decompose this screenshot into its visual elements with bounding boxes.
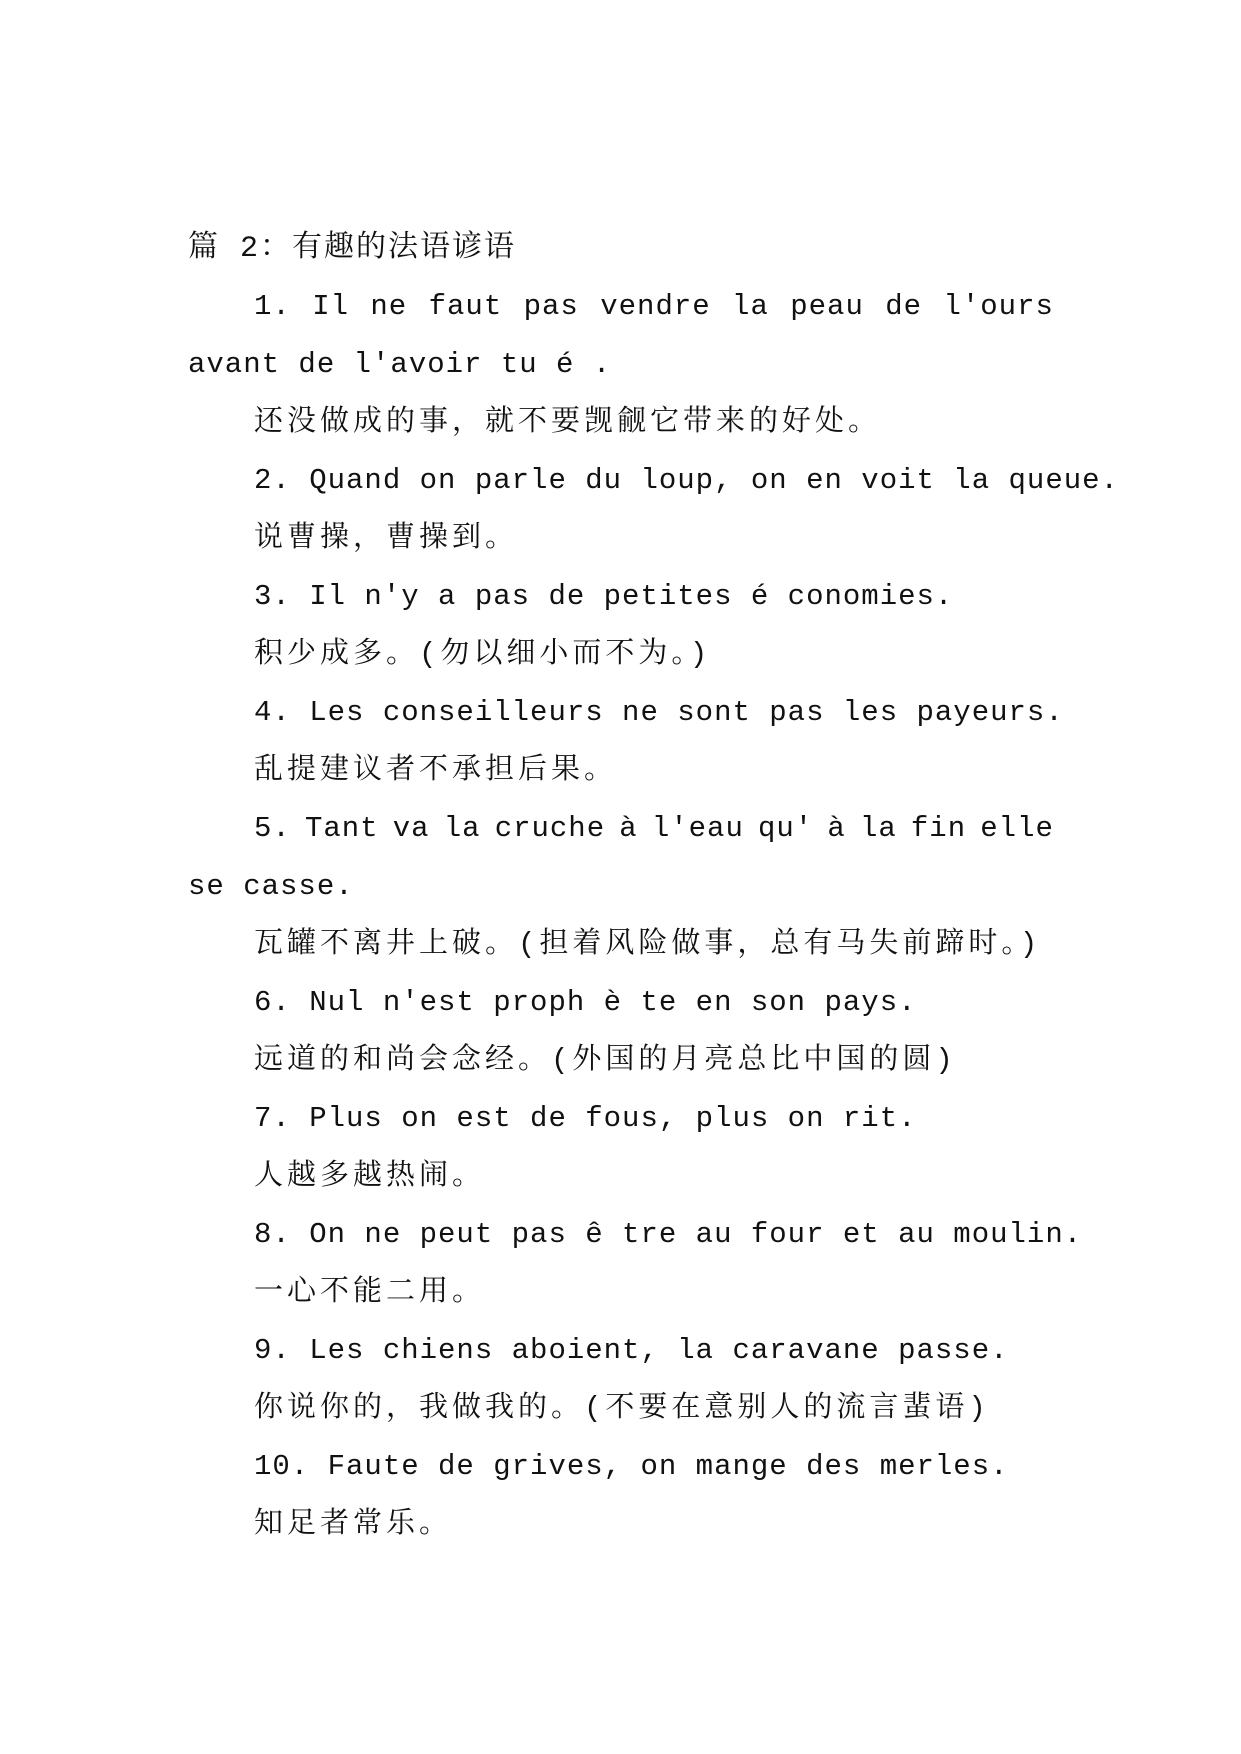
proverb-2-french: 2. Quand on parle du loup, on en voit la queue. [254, 464, 1119, 497]
word: vendre [600, 290, 711, 323]
word: cruche [494, 812, 606, 845]
word: à [827, 812, 846, 845]
word: la [859, 812, 897, 845]
word: à [619, 812, 638, 845]
proverb-5-chinese: 瓦罐不离井上破。(担着风险做事，总有马失前蹄时。) [254, 928, 1042, 961]
word: fin [910, 812, 967, 845]
word: la [443, 812, 481, 845]
proverb-4-chinese: 乱提建议者不承担后果。 [254, 754, 618, 787]
proverb-5-french-line-2: se casse. [188, 870, 354, 903]
proverb-1-french-line-1 [188, 278, 1054, 336]
word: Tant [304, 812, 379, 845]
proverb-3-chinese: 积少成多。(勿以细小而不为。) [254, 638, 712, 671]
proverb-9-french: 9. Les chiens aboient, la caravane passe. [254, 1334, 1009, 1367]
proverb-list [188, 278, 1119, 1554]
proverb-7-french: 7. Plus on est de fous, plus on rit. [254, 1102, 917, 1135]
proverb-1-chinese: 还没做成的事，就不要觊觎它带来的好处。 [254, 406, 882, 439]
word: l'ours [943, 290, 1054, 323]
word: l'eau [651, 812, 744, 845]
proverb-8-chinese: 一心不能二用。 [254, 1276, 486, 1309]
word: de [885, 290, 923, 323]
proverb-6-french: 6. Nul n'est proph è te en son pays. [254, 986, 917, 1019]
proverb-10-french: 10. Faute de grives, on mange des merles. [254, 1450, 1009, 1483]
word: faut [428, 290, 503, 323]
word: elle [980, 812, 1054, 845]
proverb-7-chinese: 人越多越热闹。 [254, 1160, 486, 1193]
page-title: 篇 2：有趣的法语谚语 [188, 232, 517, 266]
proverb-4-french: 4. Les conseilleurs ne sont pas les payeurs. [254, 696, 1064, 729]
word: pas [523, 290, 579, 323]
word: 5. [254, 812, 291, 845]
word: ne [370, 290, 408, 323]
proverb-6-chinese: 远道的和尚会念经。(外国的月亮总比中国的圆) [254, 1044, 957, 1077]
word: Il [312, 290, 350, 323]
word: qu' [758, 812, 814, 845]
proverb-5-french-line-1 [188, 800, 1054, 858]
word: la [732, 290, 769, 323]
proverb-3-french: 3. Il n'y a pas de petites é conomies. [254, 580, 954, 613]
word: 1. [254, 290, 291, 323]
proverb-2-chinese: 说曹操，曹操到。 [254, 522, 519, 555]
proverb-9-chinese: 你说你的，我做我的。(不要在意别人的流言蜚语) [254, 1392, 990, 1425]
word: peau [790, 290, 864, 323]
proverb-1-french-line-2: avant de l'avoir tu é . [188, 348, 612, 381]
word: va [392, 812, 430, 845]
proverb-10-chinese: 知足者常乐。 [254, 1508, 453, 1541]
proverb-8-french: 8. On ne peut pas ê tre au four et au moulin. [254, 1218, 1083, 1251]
